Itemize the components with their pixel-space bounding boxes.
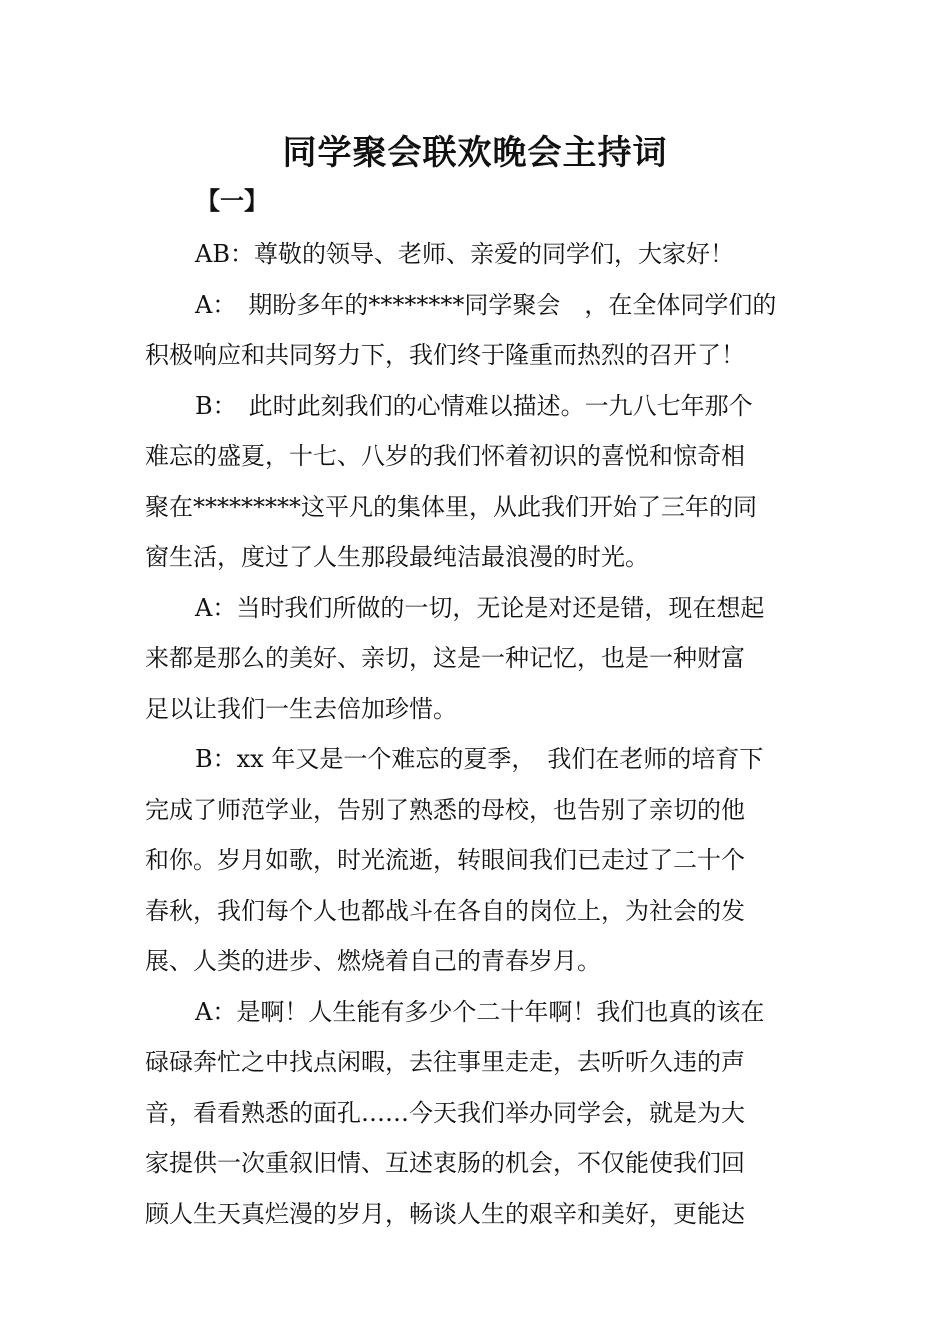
paragraph-line: 顾人生天真烂漫的岁月，畅谈人生的艰辛和美好，更能达 (145, 1199, 745, 1228)
paragraph-line: 完成了师范学业，告别了熟悉的母校，也告别了亲切的他 (145, 795, 745, 824)
document-title: 同学聚会联欢晚会主持词 (282, 133, 668, 173)
paragraph (145, 280, 807, 381)
paragraph (145, 583, 807, 735)
paragraph (145, 381, 807, 583)
document-body (145, 229, 807, 1239)
paragraph-line: AB：尊敬的领导、老师、亲爱的同学们，大家好！ (195, 240, 734, 268)
paragraph-line: 足以让我们一生去倍加珍惜。 (145, 694, 457, 723)
paragraph-line: A：是啊！人生能有多少个二十年啊！我们也真的该在 (195, 997, 765, 1026)
paragraph-line: 来都是那么的美好、亲切，这是一种记忆，也是一种财富 (145, 644, 745, 672)
section-label: 【一】 (196, 187, 268, 215)
paragraph-line: B： 此时此刻我们的心情难以描述。一九八七年那个 (195, 391, 753, 420)
paragraph (145, 987, 807, 1240)
paragraph-line: 窗生活，度过了人生那段最纯洁最浪漫的时光。 (145, 543, 649, 571)
paragraph-line: A： 期盼多年的********同学聚会 ，在全体同学们的 (195, 290, 777, 319)
paragraph-line: 音，看看熟悉的面孔……今天我们举办同学会，就是为大 (145, 1098, 745, 1127)
paragraph-line: 难忘的盛夏，十七、八岁的我们怀着初识的喜悦和惊奇相 (145, 442, 745, 470)
paragraph-line: B：xx 年又是一个难忘的夏季， 我们在老师的培育下 (195, 745, 764, 773)
paragraph-line: 碌碌奔忙之中找点闲暇，去往事里走走，去听听久违的声 (145, 1048, 745, 1076)
paragraph-line: 家提供一次重叙旧情、互述衷肠的机会，不仅能使我们回 (145, 1149, 745, 1177)
paragraph-line: 聚在*********这平凡的集体里，从此我们开始了三年的同 (145, 492, 757, 521)
paragraph-line: 春秋，我们每个人也都战斗在各自的岗位上，为社会的发 (145, 896, 745, 925)
paragraph-line: 积极响应和共同努力下，我们终于隆重而热烈的召开了！ (145, 341, 745, 369)
paragraph-line: A：当时我们所做的一切，无论是对还是错，现在想起 (195, 593, 765, 622)
paragraph-line: 和你。岁月如歌，时光流逝，转眼间我们已走过了二十个 (145, 846, 745, 874)
paragraph (145, 734, 807, 987)
paragraph-line: 展、人类的进步、燃烧着自己的青春岁月。 (145, 947, 601, 975)
paragraph (145, 229, 807, 280)
